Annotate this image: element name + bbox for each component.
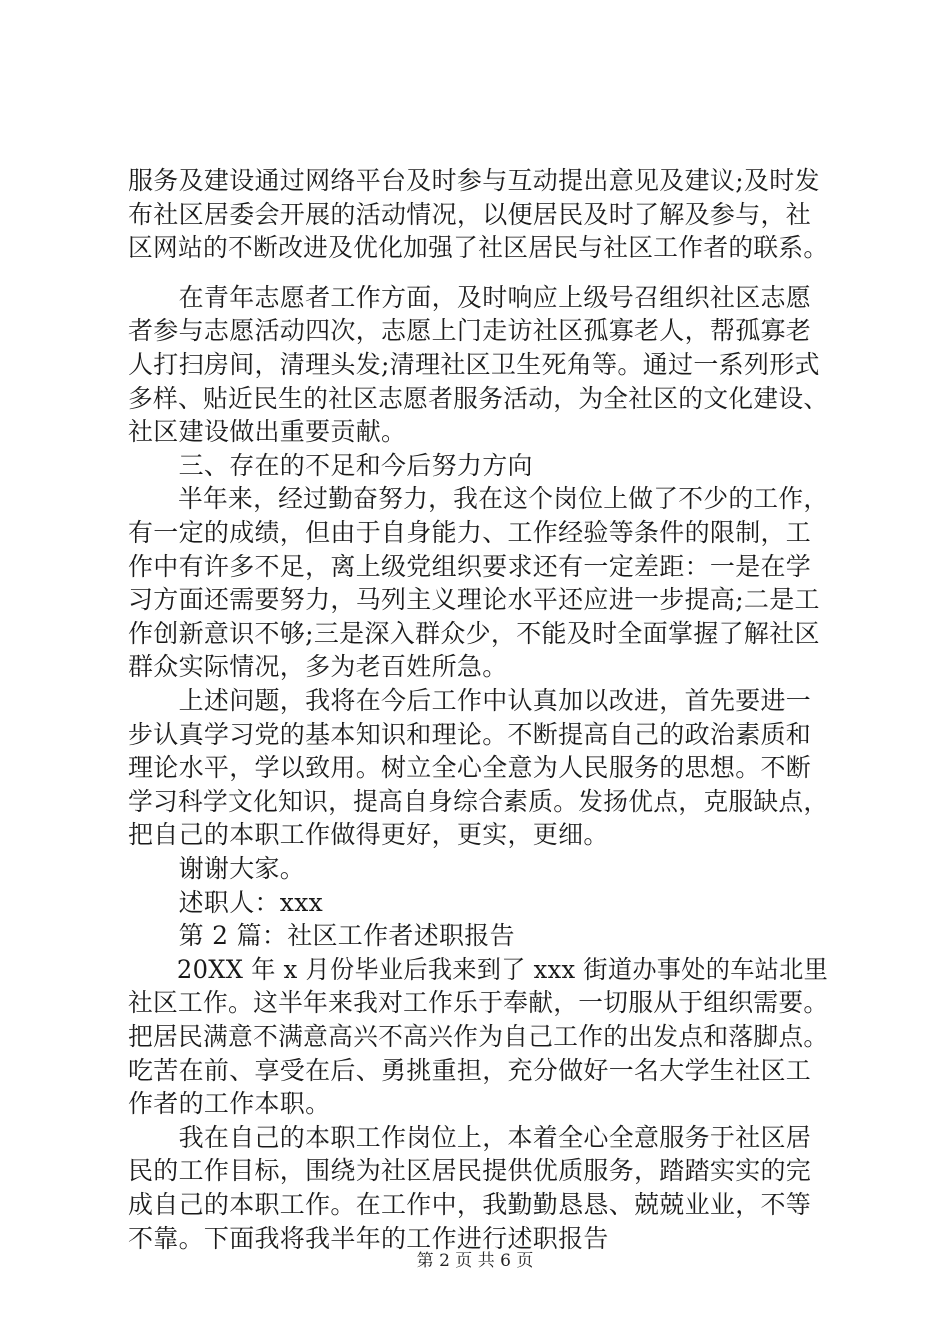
text-line: 有一定的成绩，但由于自身能力、工作经验等条件的限制，工 [128, 518, 812, 547]
text-line: 布社区居委会开展的活动情况，以便居民及时了解及参与，社 [128, 200, 812, 229]
text-line: 理论水平，学以致用。树立全心全意为人民服务的思想。不断 [128, 753, 812, 782]
text-line: 上述问题，我将在今后工作中认真加以改进，首先要进一 [128, 686, 812, 715]
text-line: 20XX 年 x 月份毕业后我来到了 xxx 街道办事处的车站北里 [128, 955, 829, 984]
text-line: 吃苦在前、享受在后、勇挑重担，充分做好一名大学生社区工 [128, 1056, 812, 1085]
text-line: 服务及建设通过网络平台及时参与互动提出意见及建议;及时发 [128, 166, 820, 195]
text-line: 谢谢大家。 [128, 854, 306, 883]
text-line: 人打扫房间，清理头发;清理社区卫生死角等。通过一系列形式 [128, 350, 820, 379]
text-line: 作者的工作本职。 [128, 1089, 331, 1118]
text-line: 步认真学习党的基本知识和理论。不断提高自己的政治素质和 [128, 720, 812, 749]
text-line: 在青年志愿者工作方面，及时响应上级号召组织社区志愿 [128, 283, 812, 312]
text-line: 我在自己的本职工作岗位上，本着全心全意服务于社区居 [128, 1123, 812, 1152]
text-line: 述职人：xxx [128, 888, 323, 917]
text-line: 社区建设做出重要贡献。 [128, 417, 407, 446]
section-heading: 第 2 篇：社区工作者述职报告 [128, 921, 515, 950]
text-line: 作中有许多不足，离上级党组织要求还有一定差距：一是在学 [128, 552, 812, 581]
text-line: 社区工作。这半年来我对工作乐于奉献，一切服从于组织需要。 [128, 988, 829, 1017]
text-line: 成自己的本职工作。在工作中，我勤勤恳恳、兢兢业业，不等 [128, 1190, 812, 1219]
text-line: 民的工作目标，围绕为社区居民提供优质服务，踏踏实实的完 [128, 1156, 812, 1185]
text-line: 把居民满意不满意高兴不高兴作为自己工作的出发点和落脚点。 [128, 1022, 829, 1051]
page-footer: 第 2 页 共 6 页 [416, 1251, 534, 1271]
text-line: 习方面还需要努力，马列主义理论水平还应进一步提高;二是工 [128, 585, 820, 614]
text-line: 多样、贴近民生的社区志愿者服务活动，为全社区的文化建设、 [128, 384, 829, 413]
text-line: 学习科学文化知识，提高自身综合素质。发扬优点，克服缺点， [128, 787, 829, 816]
text-line: 把自己的本职工作做得更好，更实，更细。 [128, 820, 609, 849]
text-line: 区网站的不断改进及优化加强了社区居民与社区工作者的联系。 [128, 233, 829, 262]
text-line: 作创新意识不够;三是深入群众少，不能及时全面掌握了解社区 [128, 619, 820, 648]
section-heading: 三、存在的不足和今后努力方向 [128, 451, 533, 480]
text-line: 不靠。下面我将我半年的工作进行述职报告 [128, 1224, 609, 1253]
text-line: 群众实际情况，多为老百姓所急。 [128, 652, 508, 681]
text-line: 者参与志愿活动四次，志愿上门走访社区孤寡老人，帮孤寡老 [128, 316, 812, 345]
text-line: 半年来，经过勤奋努力，我在这个岗位上做了不少的工作， [128, 484, 829, 513]
